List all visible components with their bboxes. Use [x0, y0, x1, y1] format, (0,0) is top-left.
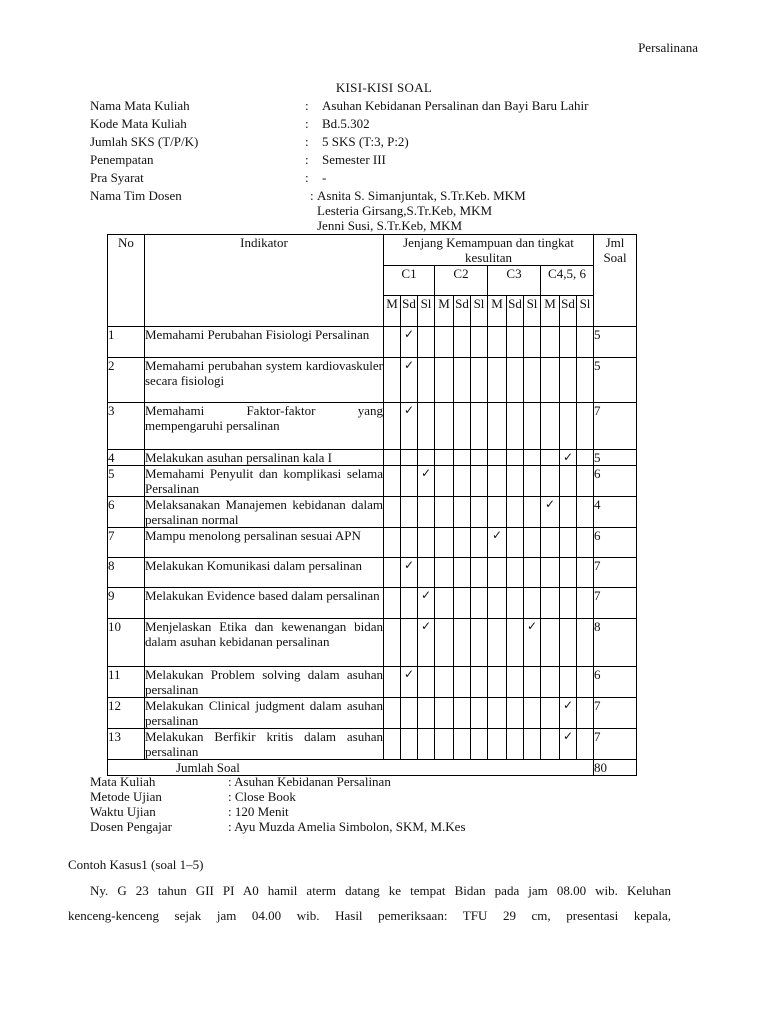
table-row	[108, 466, 637, 497]
row-indikator: Memahami Faktor-faktor yang mempengaruhi persalinan	[145, 403, 384, 450]
exam-value: : Close Book	[228, 789, 296, 804]
level-cell	[471, 698, 488, 729]
table-row	[108, 497, 637, 528]
level-cell	[560, 450, 577, 466]
level-cell	[384, 528, 401, 558]
row-no: 10	[108, 619, 145, 667]
level-cell	[418, 698, 435, 729]
level-cell	[524, 450, 541, 466]
level-cell	[418, 450, 435, 466]
level-cell	[384, 698, 401, 729]
level-cell	[524, 358, 541, 403]
row-indikator: Melakukan asuhan persalinan kala I	[145, 450, 384, 466]
row-jml: 7	[594, 698, 637, 729]
row-no: 5	[108, 466, 145, 497]
level-cell	[435, 729, 454, 760]
level-cell	[488, 466, 507, 497]
table-row	[108, 588, 637, 619]
level-cell	[577, 403, 594, 450]
level-cell	[560, 528, 577, 558]
level-cell	[524, 619, 541, 667]
level-cell	[401, 588, 418, 619]
row-no: 9	[108, 588, 145, 619]
row-no: 13	[108, 729, 145, 760]
header-sub-level: Sl	[418, 296, 435, 327]
level-cell	[401, 528, 418, 558]
level-cell	[524, 558, 541, 588]
exam-label: Dosen Pengajar	[90, 819, 172, 834]
info-colon: :	[305, 116, 309, 131]
running-header: Persalinana	[638, 40, 698, 55]
level-cell	[560, 667, 577, 698]
level-cell	[541, 558, 560, 588]
level-cell	[524, 403, 541, 450]
table-row	[108, 528, 637, 558]
level-cell	[471, 619, 488, 667]
table-row	[108, 558, 637, 588]
header-sub-level: Sl	[471, 296, 488, 327]
level-cell	[418, 588, 435, 619]
row-no: 11	[108, 667, 145, 698]
row-jml: 5	[594, 327, 637, 358]
row-jml: 7	[594, 729, 637, 760]
exam-value: : Ayu Muzda Amelia Simbolon, SKM, M.Kes	[228, 819, 466, 834]
level-cell	[577, 558, 594, 588]
row-jml: 8	[594, 619, 637, 667]
level-cell	[418, 466, 435, 497]
row-jml: 6	[594, 667, 637, 698]
level-cell	[435, 358, 454, 403]
level-cell	[384, 588, 401, 619]
row-indikator: Memahami Perubahan Fisiologi Persalinan	[145, 327, 384, 358]
level-cell	[560, 729, 577, 760]
row-no: 2	[108, 358, 145, 403]
level-cell	[524, 667, 541, 698]
level-cell	[435, 558, 454, 588]
dosen-colon: :	[310, 188, 314, 203]
checkmark-icon: ✓	[544, 497, 556, 511]
checkmark-icon: ✓	[403, 558, 415, 572]
total-label: Jumlah Soal	[108, 760, 594, 776]
header-sub-level: M	[384, 296, 401, 327]
level-cell	[560, 466, 577, 497]
level-cell	[488, 358, 507, 403]
header-sub-level: M	[488, 296, 507, 327]
level-cell	[541, 466, 560, 497]
level-cell	[507, 588, 524, 619]
level-cell	[541, 403, 560, 450]
level-cell	[401, 450, 418, 466]
level-cell	[384, 619, 401, 667]
level-cell	[454, 667, 471, 698]
level-cell	[384, 466, 401, 497]
table-row	[108, 403, 637, 450]
level-cell	[454, 497, 471, 528]
level-cell	[435, 588, 454, 619]
level-cell	[418, 667, 435, 698]
info-colon: :	[305, 98, 309, 113]
level-cell	[524, 327, 541, 358]
level-cell	[401, 729, 418, 760]
level-cell	[524, 698, 541, 729]
row-indikator: Melakukan Problem solving dalam asuhan persalinan	[145, 667, 383, 697]
total-value: 80	[594, 760, 637, 776]
header-no: No	[108, 235, 145, 327]
row-indikator: Melakukan Clinical judgment dalam asuhan persalinan	[145, 698, 383, 728]
level-cell	[454, 358, 471, 403]
level-cell	[577, 497, 594, 528]
level-cell	[541, 358, 560, 403]
level-cell	[471, 450, 488, 466]
level-cell	[384, 729, 401, 760]
level-cell	[471, 466, 488, 497]
info-value: Asuhan Kebidanan Persalinan dan Bayi Baru Lahir	[322, 98, 589, 113]
header-sub-level: Sd	[454, 296, 471, 327]
level-cell	[384, 497, 401, 528]
level-cell	[507, 466, 524, 497]
level-cell	[560, 497, 577, 528]
row-no: 8	[108, 558, 145, 588]
level-cell	[541, 450, 560, 466]
table-row	[108, 698, 637, 729]
level-cell	[418, 558, 435, 588]
row-jml: 7	[594, 588, 637, 619]
level-cell	[577, 667, 594, 698]
checkmark-icon: ✓	[403, 403, 415, 417]
header-sub-level: Sd	[507, 296, 524, 327]
row-indikator: Memahami perubahan system kardiovaskuler secara fisiologi	[145, 358, 384, 403]
level-cell	[454, 528, 471, 558]
level-cell	[435, 327, 454, 358]
case-line-2: kenceng-kenceng sejak jam 04.00 wib. Hasil pemeriksaan: TFU 29 cm, presentasi kepala,	[68, 908, 671, 923]
level-cell	[577, 450, 594, 466]
checkmark-icon: ✓	[526, 619, 538, 633]
table-row	[108, 619, 637, 667]
row-no: 12	[108, 698, 145, 729]
level-cell	[577, 528, 594, 558]
level-cell	[507, 729, 524, 760]
row-indikator: Melakukan Evidence based dalam persalinan	[145, 588, 384, 619]
level-cell	[507, 497, 524, 528]
info-value: -	[322, 170, 327, 185]
header-sub-level: M	[541, 296, 560, 327]
table-row	[108, 729, 637, 760]
checkmark-icon: ✓	[562, 729, 574, 743]
level-cell	[401, 667, 418, 698]
level-cell	[384, 403, 401, 450]
dosen-name: Lesteria Girsang,S.Tr.Keb, MKM	[317, 203, 493, 218]
info-label: Pra Syarat	[90, 170, 144, 185]
checkmark-icon: ✓	[491, 528, 503, 542]
info-colon: :	[305, 134, 309, 149]
level-cell	[401, 403, 418, 450]
checkmark-icon: ✓	[403, 327, 415, 341]
level-cell	[384, 558, 401, 588]
level-cell	[524, 497, 541, 528]
level-cell	[471, 729, 488, 760]
level-cell	[384, 450, 401, 466]
row-indikator: Melakukan Komunikasi dalam persalinan	[145, 558, 384, 588]
level-cell	[541, 528, 560, 558]
info-value: Semester III	[322, 152, 386, 167]
row-no: 1	[108, 327, 145, 358]
level-cell	[577, 698, 594, 729]
level-cell	[541, 619, 560, 667]
row-indikator: Menjelaskan Etika dan kewenangan bidan dalam asuhan kebidanan persalinan	[145, 619, 384, 667]
checkmark-icon: ✓	[562, 698, 574, 712]
level-cell	[471, 528, 488, 558]
level-cell	[384, 327, 401, 358]
level-cell	[577, 588, 594, 619]
level-cell	[507, 358, 524, 403]
dosen-name: Asnita S. Simanjuntak, S.Tr.Keb. MKM	[317, 188, 526, 203]
level-cell	[401, 327, 418, 358]
header-level: C1	[384, 266, 435, 296]
exam-label: Metode Ujian	[90, 789, 162, 804]
level-cell	[435, 497, 454, 528]
level-cell	[577, 327, 594, 358]
level-cell	[507, 558, 524, 588]
level-cell	[471, 327, 488, 358]
level-cell	[507, 327, 524, 358]
row-indikator: Melakukan Berfikir kritis dalam asuhan persalinan	[145, 729, 383, 759]
level-cell	[471, 358, 488, 403]
row-jml: 7	[594, 558, 637, 588]
level-cell	[507, 619, 524, 667]
level-cell	[488, 698, 507, 729]
level-cell	[454, 403, 471, 450]
header-sub-level: Sd	[560, 296, 577, 327]
level-cell	[560, 619, 577, 667]
level-cell	[488, 528, 507, 558]
level-cell	[401, 698, 418, 729]
level-cell	[435, 619, 454, 667]
level-cell	[560, 558, 577, 588]
page-title: KISI-KISI SOAL	[335, 80, 433, 95]
level-cell	[435, 450, 454, 466]
info-colon: :	[305, 152, 309, 167]
level-cell	[507, 698, 524, 729]
level-cell	[454, 729, 471, 760]
level-cell	[541, 327, 560, 358]
case-line-1: Ny. G 23 tahun GII PI A0 hamil aterm datang ke tempat Bidan pada jam 08.00 wib. Keluhan	[90, 883, 671, 898]
level-cell	[435, 466, 454, 497]
row-no: 6	[108, 497, 145, 528]
level-cell	[488, 403, 507, 450]
level-cell	[418, 497, 435, 528]
level-cell	[471, 403, 488, 450]
row-jml: 5	[594, 450, 637, 466]
level-cell	[560, 327, 577, 358]
level-cell	[401, 358, 418, 403]
level-cell	[524, 466, 541, 497]
level-cell	[577, 466, 594, 497]
header-level: C3	[488, 266, 541, 296]
level-cell	[488, 729, 507, 760]
exam-label: Waktu Ujian	[90, 804, 156, 819]
exam-label: Mata Kuliah	[90, 774, 156, 789]
row-indikator: Melaksanakan Manajemen kebidanan dalam persalinan normal	[145, 497, 383, 527]
level-cell	[418, 358, 435, 403]
level-cell	[577, 729, 594, 760]
header-jml-soal: Jml Soal	[594, 235, 637, 327]
header-indikator: Indikator	[145, 235, 384, 327]
level-cell	[454, 698, 471, 729]
row-jml: 4	[594, 497, 637, 528]
dosen-label: Nama Tim Dosen	[90, 188, 182, 203]
level-cell	[454, 450, 471, 466]
info-label: Penempatan	[90, 152, 154, 167]
level-cell	[471, 497, 488, 528]
info-value: Bd.5.302	[322, 116, 370, 131]
row-no: 3	[108, 403, 145, 450]
level-cell	[435, 698, 454, 729]
level-cell	[401, 619, 418, 667]
level-cell	[524, 729, 541, 760]
level-cell	[454, 327, 471, 358]
header-sub-level: Sd	[401, 296, 418, 327]
level-cell	[401, 497, 418, 528]
row-no: 7	[108, 528, 145, 558]
header-jenjang: Jenjang Kemampuan dan tingkat kesulitan	[384, 235, 594, 266]
checkmark-icon: ✓	[420, 619, 432, 633]
level-cell	[435, 403, 454, 450]
table-row	[108, 358, 637, 403]
level-cell	[560, 358, 577, 403]
level-cell	[524, 588, 541, 619]
case-paragraph	[68, 878, 671, 928]
level-cell	[577, 619, 594, 667]
level-cell	[418, 403, 435, 450]
level-cell	[488, 450, 507, 466]
row-jml: 5	[594, 358, 637, 403]
level-cell	[488, 497, 507, 528]
table-row	[108, 450, 637, 466]
row-indikator: Mampu menolong persalinan sesuai APN	[145, 528, 384, 558]
level-cell	[560, 698, 577, 729]
level-cell	[454, 588, 471, 619]
dosen-name: Jenni Susi, S.Tr.Keb, MKM	[317, 218, 463, 233]
level-cell	[471, 588, 488, 619]
level-cell	[541, 698, 560, 729]
level-cell	[401, 558, 418, 588]
level-cell	[418, 327, 435, 358]
level-cell	[577, 358, 594, 403]
level-cell	[541, 497, 560, 528]
table-row	[108, 327, 637, 358]
level-cell	[507, 528, 524, 558]
level-cell	[488, 619, 507, 667]
table-row	[108, 667, 637, 698]
level-cell	[488, 667, 507, 698]
level-cell	[541, 729, 560, 760]
exam-value: : Asuhan Kebidanan Persalinan	[228, 774, 391, 789]
level-cell	[471, 558, 488, 588]
case-title: Contoh Kasus1 (soal 1–5)	[68, 857, 204, 872]
checkmark-icon: ✓	[403, 667, 415, 681]
level-cell	[418, 619, 435, 667]
level-cell	[524, 528, 541, 558]
info-colon: :	[305, 170, 309, 185]
info-label: Kode Mata Kuliah	[90, 116, 187, 131]
info-label: Nama Mata Kuliah	[90, 98, 190, 113]
level-cell	[560, 403, 577, 450]
level-cell	[541, 667, 560, 698]
level-cell	[454, 619, 471, 667]
row-jml: 6	[594, 528, 637, 558]
header-sub-level: M	[435, 296, 454, 327]
level-cell	[384, 667, 401, 698]
level-cell	[488, 327, 507, 358]
exam-value: : 120 Menit	[228, 804, 289, 819]
info-value: 5 SKS (T:3, P:2)	[322, 134, 409, 149]
level-cell	[384, 358, 401, 403]
header-sub-level: Sl	[577, 296, 594, 327]
checkmark-icon: ✓	[403, 358, 415, 372]
checkmark-icon: ✓	[420, 588, 432, 602]
level-cell	[488, 588, 507, 619]
checkmark-icon: ✓	[420, 466, 432, 480]
kisi-kisi-table	[107, 234, 637, 776]
level-cell	[418, 729, 435, 760]
row-indikator: Memahami Penyulit dan komplikasi selama Persalinan	[145, 466, 383, 496]
level-cell	[418, 528, 435, 558]
row-jml: 6	[594, 466, 637, 497]
level-cell	[454, 466, 471, 497]
header-level: C4,5, 6	[541, 266, 594, 296]
level-cell	[507, 667, 524, 698]
checkmark-icon: ✓	[562, 450, 574, 464]
header-level: C2	[435, 266, 488, 296]
row-no: 4	[108, 450, 145, 466]
level-cell	[435, 528, 454, 558]
level-cell	[541, 588, 560, 619]
level-cell	[454, 558, 471, 588]
info-label: Jumlah SKS (T/P/K)	[90, 134, 199, 149]
level-cell	[435, 667, 454, 698]
header-sub-level: Sl	[524, 296, 541, 327]
row-jml: 7	[594, 403, 637, 450]
level-cell	[560, 588, 577, 619]
level-cell	[488, 558, 507, 588]
level-cell	[507, 403, 524, 450]
level-cell	[471, 667, 488, 698]
level-cell	[401, 466, 418, 497]
level-cell	[507, 450, 524, 466]
